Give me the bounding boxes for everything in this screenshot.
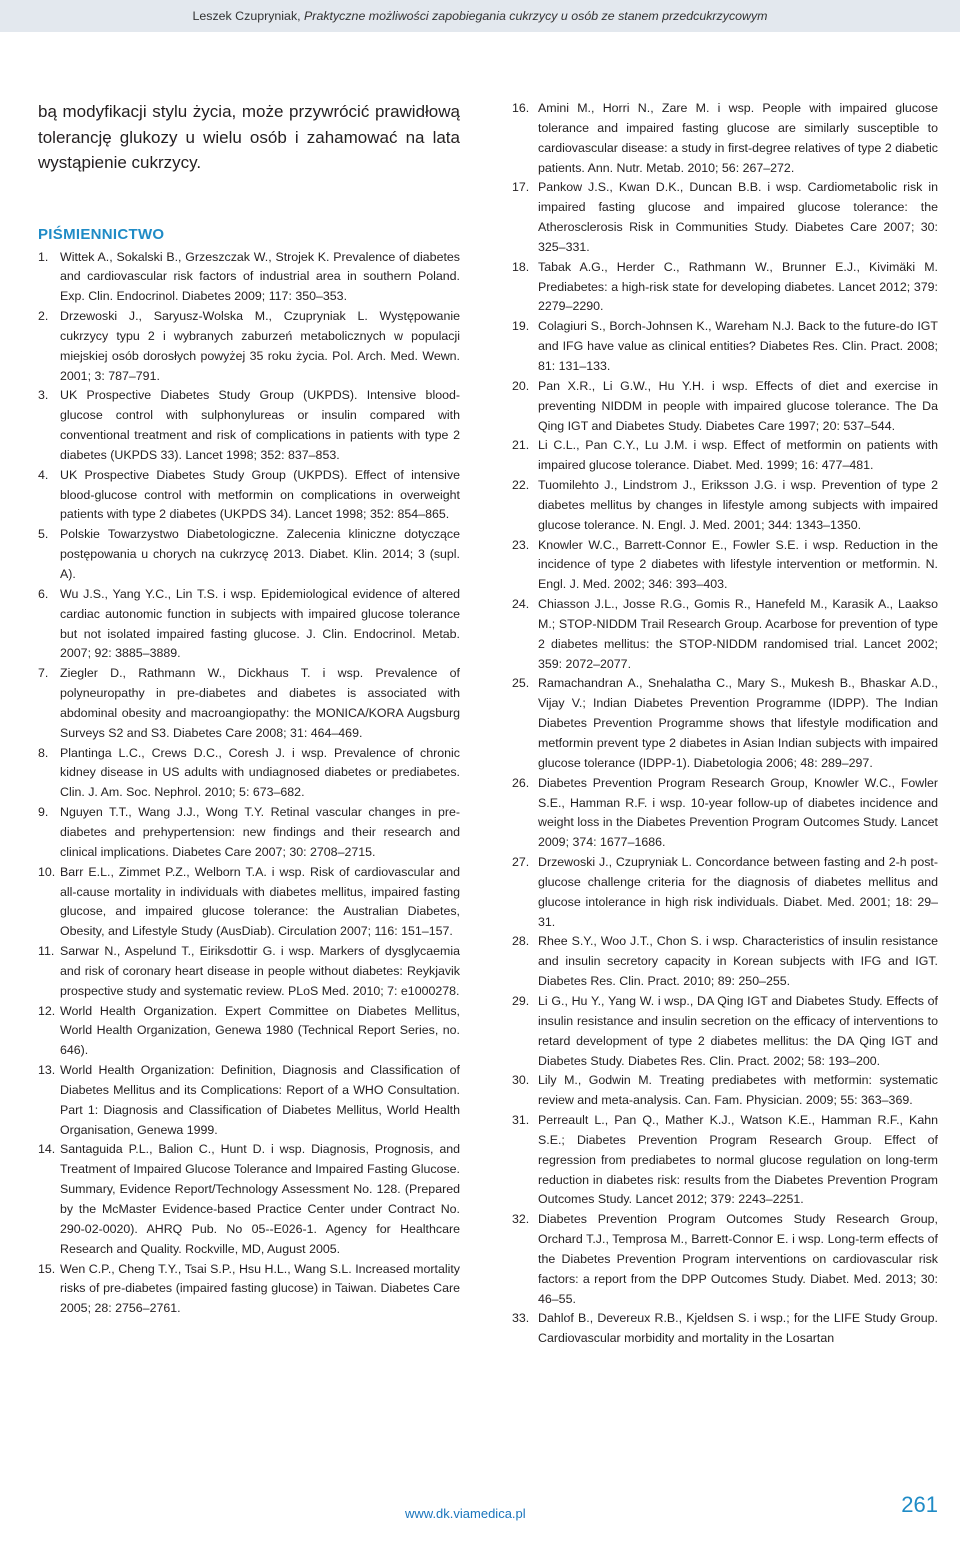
reference-number: 24. (512, 597, 530, 612)
reference-item (512, 932, 938, 992)
reference-item (38, 942, 460, 1002)
reference-item (512, 1309, 938, 1349)
reference-number: 8. (38, 745, 49, 760)
reference-text: Nguyen T.T., Wang J.J., Wong T.Y. Retinal vascular changes in pre-diabetes and prehypertension: new findings and their research and clinical implications. Diabetes Care 2007; 30: 2708–2715. (60, 805, 460, 859)
page-number: 261 (901, 1492, 938, 1517)
reference-number: 16. (512, 101, 530, 115)
reference-item (512, 1111, 938, 1210)
left-column (38, 99, 460, 1319)
reference-number: 3. (38, 388, 49, 403)
reference-item (38, 744, 460, 804)
references-list-left (38, 248, 460, 1320)
reference-number: 26. (512, 775, 530, 790)
reference-item (512, 1071, 938, 1111)
reference-number: 7. (38, 666, 49, 681)
references-heading: PIŚMIENNICTWO (38, 225, 165, 243)
reference-text: UK Prospective Diabetes Study Group (UKPDS). Effect of intensive blood-glucose control with metformin on complications in overweight patients with type 2 diabetes (UKPDS 34). Lancet 1998; 352: 854–865. (60, 467, 460, 522)
reference-text: Diabetes Prevention Program Research Group, Knowler W.C., Fowler S.E., Hamman R.F. i wsp. 10-year follow-up of diabetes incidence and weight loss in the Diabetes Prevention Program Outcomes Study. Lancet 2009; 374: 1677–1686. (538, 775, 938, 850)
reference-text: Lily M., Godwin M. Treating prediabetes with metformin: systematic review and meta-analysis. Can. Fam. Physician. 2009; 55: 363–369. (538, 1073, 938, 1108)
reference-text: Ziegler D., Rathmann W., Dickhaus T. i wsp. Prevalence of polyneuropathy in pre-diabetes and diabetes is associated with abdominal obesity and macroangiopathy: the MONICA/KORA Augsburg Surveys S2 and S3. Diabetes Care 2008; 31: 464–469. (60, 666, 460, 740)
running-header (0, 0, 960, 32)
reference-text: Rhee S.Y., Woo J.T., Chon S. i wsp. Characteristics of insulin resistance and insulin secretory capacity in Korean subjects with IFG and IGT. Diabetes Res. Clin. Pract. 2010; 89: 250–255. (538, 934, 938, 989)
reference-text: Drzewoski J., Saryusz-Wolska M., Czupryniak L. Występowanie cukrzycy typu 2 i wybranych zaburzeń metabolicznych w populacji miejskiej osób dorosłych powyżej 35 roku życia. Pol. Arch. Med. Wewn. 2001; 3: 787–791. (60, 309, 460, 383)
footer-url-link[interactable]: www.dk.viamedica.pl (405, 1506, 526, 1521)
reference-number: 6. (38, 586, 49, 601)
reference-item (38, 1260, 460, 1320)
reference-item (512, 674, 938, 773)
reference-text: Wittek A., Sokalski B., Grzeszczak W., Strojek K. Prevalence of diabetes and cardiovascular risk factors of industrial area in southern Poland. Exp. Clin. Endocrinol. Diabetes 2009; 117: 350–353. (60, 249, 460, 304)
reference-number: 17. (512, 180, 530, 195)
reference-text: Drzewoski J., Czupryniak L. Concordance between fasting and 2-h post-glucose challenge criteria for the diagnosis of diabetes mellitus and glucose intolerance in high risk individuals. Diabet. Med. 2001; 18: 29–31. (538, 855, 938, 929)
reference-number: 1. (38, 249, 49, 264)
reference-number: 10. (38, 864, 56, 879)
reference-item (512, 1210, 938, 1309)
reference-text: World Health Organization. Expert Committee on Diabetes Mellitus, World Health Organization, Genewa 1980 (Technical Report Series, no. 646). (60, 1003, 460, 1058)
header-article-title: Praktyczne możliwości zapobiegania cukrzycy u osób ze stanem przedcukrzycowym (304, 9, 768, 23)
reference-text: Amini M., Horri N., Zare M. i wsp. People with impaired glucose tolerance and impaired fasting glucose are similarly susceptible to cardiovascular disease: a study in first-degree relatives of type 2 diabetic patients. Ann. Nutr. Metab. 2010; 56: 267–272. (538, 101, 938, 175)
reference-number: 2. (38, 309, 49, 324)
reference-text: Barr E.L., Zimmet P.Z., Welborn T.A. i wsp. Risk of cardiovascular and all-cause mortality in individuals with diabetes mellitus, impaired fasting glucose, and impaired glucose tolerance: the Australian Diabetes, Obesity, and Lifestyle Study (AusDiab). Circulation 2007; 116: 151–157. (60, 864, 460, 939)
reference-number: 18. (512, 259, 530, 274)
reference-number: 12. (38, 1003, 56, 1018)
reference-text: Wen C.P., Cheng T.Y., Tsai S.P., Hsu H.L., Wang S.L. Increased mortality risks of pre-diabetes (impaired fasting glucose) in Taiwan. Diabetes Care 2005; 28: 2756–2761. (60, 1261, 460, 1316)
reference-number: 9. (38, 805, 49, 820)
reference-text: Sarwar N., Aspelund T., Eiriksdottir G. i wsp. Markers of dysglycaemia and risk of coronary heart disease in people without diabetes: Reykjavik prospective study and systematic review. PLoS Med. 2010; 7: e1000278. (60, 944, 460, 998)
reference-text: UK Prospective Diabetes Study Group (UKPDS). Intensive blood-glucose control with sulphonylureas or insulin compared with conventional treatment and risk of complications in patients with type 2 diabetes (UKPDS 33). Lancet 1998; 352: 837–853. (60, 388, 460, 462)
reference-item (512, 992, 938, 1071)
reference-text: Ramachandran A., Snehalatha C., Mary S., Mukesh B., Bhaskar A.D., Vijay V.; Indian Diabetes Prevention Programme (IDPP). The Indian Diabetes Prevention Programme shows that lifestyle modification and metformin prevent type 2 diabetes in Asian Indian subjects with impaired glucose tolerance (IDPP-1). Diabetologia 2006; 48: 289–297. (538, 676, 938, 770)
reference-text: Pan X.R., Li G.W., Hu Y.H. i wsp. Effects of diet and exercise in preventing NIDDM in people with impaired glucose tolerance. The Da Qing IGT and Diabetes Study. Diabetes Care 1997; 20: 537–544. (538, 378, 938, 433)
reference-number: 15. (38, 1261, 56, 1276)
reference-number: 33. (512, 1311, 530, 1326)
reference-item (512, 536, 938, 596)
reference-number: 29. (512, 993, 530, 1008)
reference-text: Colagiuri S., Borch-Johnsen K., Wareham N.J. Back to the future-do IGT and IFG have value as clinical entities? Diabetes Res. Clin. Pract. 2008; 81: 131–133. (538, 319, 938, 373)
reference-text: Tuomilehto J., Lindstrom J., Eriksson J.G. i wsp. Prevention of type 2 diabetes mellitus by changes in lifestyle among subjects with impaired glucose tolerance. N. Engl. J. Med. 2001; 344: 1343–1350. (538, 478, 938, 532)
reference-text: Dahlof B., Devereux R.B., Kjeldsen S. i wsp.; for the LIFE Study Group. Cardiovascular morbidity and mortality in the Losartan (538, 1311, 938, 1346)
reference-number: 5. (38, 527, 49, 542)
reference-text: Perreault L., Pan Q., Mather K.J., Watson K.E., Hamman R.F., Kahn S.E.; Diabetes Prevention Program Research Group. Effect of regression from prediabetes to normal glucose regulation on long-term reduction in diabetes risk: results from the Diabetes Prevention Program Outcomes Study. Lancet 2012; 379: 2243–2251. (538, 1113, 938, 1207)
reference-text: Santaguida P.L., Balion C., Hunt D. i wsp. Diagnosis, Prognosis, and Treatment of Impaired Glucose Tolerance and Impaired Fasting Glucose. Summary, Evidence Report/Technology Assessment No. 128. (Prepared by the McMaster Evidence-based Practice Center under Contract No. 290-02-0020). AHRQ Pub. No 05--E026-1. Agency for Healthcare Research and Quality. Rockville, MD, August 2005. (60, 1142, 460, 1256)
reference-text: Pankow J.S., Kwan D.K., Duncan B.B. i wsp. Cardiometabolic risk in impaired fasting glucose and impaired glucose tolerance: the Atherosclerosis Risk in Communities Study. Diabetes Care 2007; 30: 325–331. (538, 180, 938, 254)
reference-number: 25. (512, 676, 530, 691)
reference-text: Plantinga L.C., Crews D.C., Coresh J. i wsp. Prevalence of chronic kidney disease in US adults with undiagnosed diabetes or prediabetes. Clin. J. Am. Soc. Nephrol. 2010; 5: 673–682. (60, 745, 460, 800)
reference-text: World Health Organization: Definition, Diagnosis and Classification of Diabetes Mellitus and its Complications: Report of a WHO Consultation. Part 1: Diagnosis and Classification of Diabetes Mellitus, World Health Organisation, Genewa 1999. (60, 1063, 460, 1137)
reference-item (38, 664, 460, 743)
reference-item (38, 307, 460, 386)
reference-item (38, 248, 460, 308)
reference-item (38, 803, 460, 863)
reference-item (512, 436, 938, 476)
reference-item (38, 466, 460, 526)
reference-text: Wu J.S., Yang Y.C., Lin T.S. i wsp. Epidemiological evidence of altered cardiac autonomic function in subjects with impaired glucose tolerance but not isolated impaired fasting glucose. J. Clin. Endocrinol. Metab. 2007; 92: 3885–3889. (60, 586, 460, 661)
reference-item (512, 595, 938, 674)
reference-item (512, 317, 938, 377)
reference-number: 22. (512, 478, 530, 493)
reference-number: 4. (38, 467, 49, 482)
intro-paragraph: bą modyfikacji stylu życia, może przywrócić prawidłową tolerancję glukozy u wielu osób i zahamować na lata wystąpienie cukrzycy. (38, 102, 460, 172)
reference-item (38, 863, 460, 942)
reference-item (512, 178, 938, 257)
reference-number: 32. (512, 1212, 530, 1227)
reference-text: Chiasson J.L., Josse R.G., Gomis R., Hanefeld M., Karasik A., Laakso M.; STOP-NIDDM Trail Research Group. Acarbose for prevention of type 2 diabetes mellitus: the STOP-NIDDM randomised trial. Lancet 2002; 359: 2072–2077. (538, 597, 938, 671)
reference-number: 13. (38, 1063, 56, 1078)
right-column (512, 99, 938, 1349)
reference-item (512, 476, 938, 536)
reference-number: 19. (512, 319, 530, 334)
reference-number: 20. (512, 378, 530, 393)
reference-number: 11. (38, 944, 55, 959)
references-list-right (512, 99, 938, 1349)
reference-text: Knowler W.C., Barrett-Connor E., Fowler S.E. i wsp. Reduction in the incidence of type 2 diabetes with lifestyle intervention or metformin. N. Engl. J. Med. 2002; 346: 393–403. (538, 537, 938, 592)
reference-item (38, 585, 460, 664)
reference-text: Li C.L., Pan C.Y., Lu J.M. i wsp. Effect of metformin on patients with impaired glucose tolerance. Diabet. Med. 1999; 16: 477–481. (538, 438, 938, 473)
reference-number: 31. (512, 1113, 530, 1128)
reference-number: 14. (38, 1142, 56, 1157)
reference-item (512, 99, 938, 178)
reference-item (38, 1061, 460, 1140)
reference-text: Diabetes Prevention Program Outcomes Study Research Group, Orchard T.J., Temprosa M., Barrett-Connor E. i wsp. Long-term effects of the Diabetes Prevention Program interventions on cardiovascular risk factors: a report from the DPP Outcomes Study. Diabet. Med. 2013; 30: 46–55. (538, 1212, 938, 1306)
reference-number: 27. (512, 855, 530, 870)
reference-item (38, 386, 460, 465)
reference-item (38, 525, 460, 585)
reference-item (38, 1140, 460, 1259)
reference-number: 30. (512, 1073, 530, 1088)
reference-item (38, 1002, 460, 1062)
reference-item (512, 774, 938, 853)
reference-text: Polskie Towarzystwo Diabetologiczne. Zalecenia kliniczne dotyczące postępowania u chorych na cukrzycę 2013. Diabet. Klin. 2014; 3 (supl. A). (60, 527, 460, 581)
reference-number: 21. (512, 438, 530, 453)
reference-text: Li G., Hu Y., Yang W. i wsp., DA Qing IGT and Diabetes Study. Effects of insulin resistance and insulin secretion on the efficacy of interventions to retard development of type 2 diabetes mellitus: the DA Qing IGT and Diabetes Study. Diabetes Res. Clin. Pract. 2002; 58: 193–200. (538, 993, 938, 1068)
reference-item (512, 377, 938, 437)
header-authors: Leszek Czupryniak, (192, 9, 305, 23)
reference-item (512, 258, 938, 318)
reference-number: 23. (512, 537, 530, 552)
reference-number: 28. (512, 934, 530, 949)
reference-item (512, 853, 938, 932)
reference-text: Tabak A.G., Herder C., Rathmann W., Brunner E.J., Kivimäki M. Prediabetes: a high-risk state for developing diabetes. Lancet 2012; 379: 2279–2290. (538, 259, 938, 314)
